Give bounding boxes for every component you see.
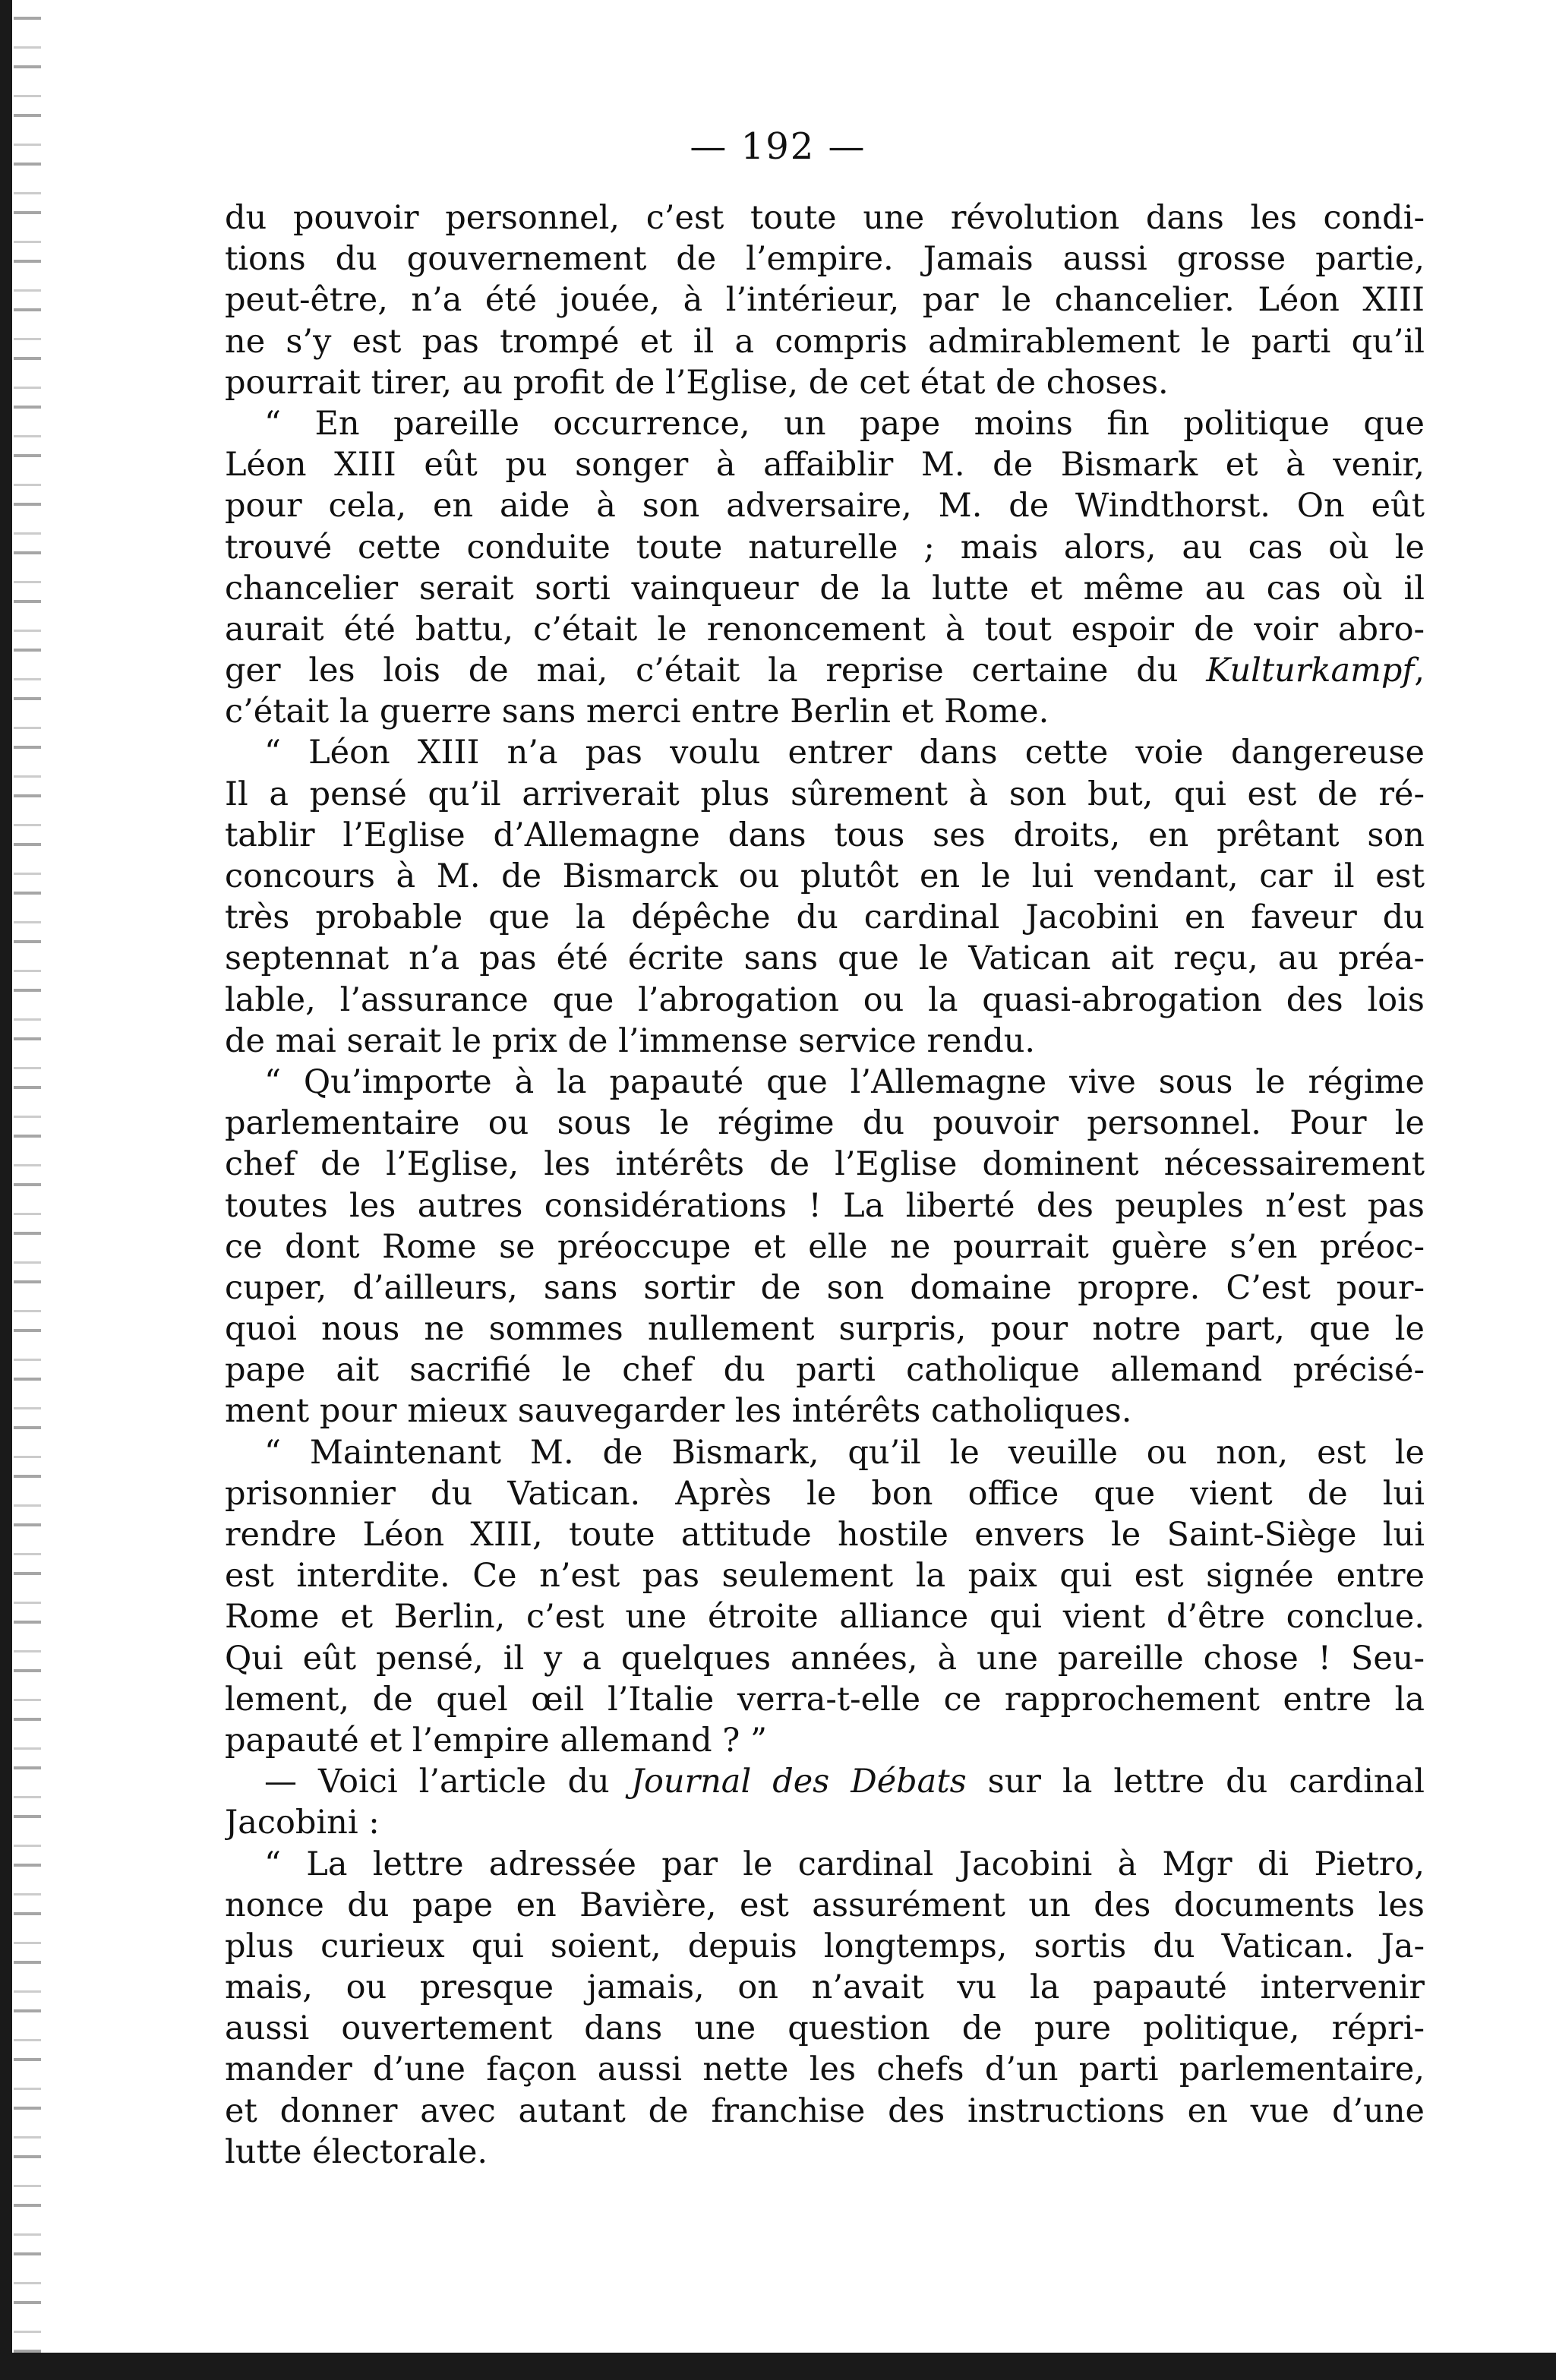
text-line: mander d’une façon aussi nette les chefs d’un parti parlementaire, (225, 2050, 1425, 2089)
text-line: de mai serait le prix de l’immense service rendu. (225, 1021, 1036, 1060)
text-line: chancelier serait sorti vainqueur de la lutte et même au cas où il (225, 569, 1425, 608)
text-line: peut-être, n’a été jouée, à l’intérieur, par le chancelier. Léon XIII (225, 281, 1425, 320)
text-line: lutte électorale. (225, 2132, 488, 2171)
text-line: très probable que la dépêche du cardinal Jacobini en faveur du (225, 898, 1425, 937)
text-line: concours à M. de Bismarck ou plutôt en le lui vendant, car il est (225, 857, 1425, 895)
text-line: lement, de quel œil l’Italie verra-t-elle ce rapprochement entre la (225, 1680, 1425, 1719)
text-line: aurait été battu, c’était le renoncement à tout espoir de voir abro- (225, 610, 1425, 649)
text-line: rendre Léon XIII, toute attitude hostile envers le Saint-Siège lui (225, 1516, 1425, 1554)
text-line: c’était la guerre sans merci entre Berlin et Rome. (225, 693, 1049, 731)
text-line: cuper, d’ailleurs, sans sortir de son domaine propre. C’est pour- (225, 1268, 1425, 1307)
text-line: Qui eût pensé, il y a quelques années, à une pareille chose ! Seu- (225, 1639, 1425, 1678)
text-line: Léon XIII eût pu songer à affaiblir M. de Bismark et à venir, (225, 446, 1425, 485)
text-line: Rome et Berlin, c’est une étroite alliance qui vient d’être conclue. (225, 1598, 1425, 1637)
text-line: Jacobini : (225, 1804, 380, 1842)
text-line: chef de l’Eglise, les intérêts de l’Eglise dominent nécessairement (225, 1145, 1425, 1184)
text-line: est interdite. Ce n’est pas seulement la paix qui est signée entre (225, 1557, 1425, 1596)
text-line: nonce du pape en Bavière, est assurément un des documents les (225, 1886, 1425, 1924)
text-line: ce dont Rome se préoccupe et elle ne pourrait guère s’en préoc- (225, 1227, 1425, 1266)
scan-bottom-edge (0, 2353, 1556, 2380)
text-line: mais, ou presque jamais, on n’avait vu la papauté intervenir (225, 1968, 1425, 2007)
text-line: “ Qu’importe à la papauté que l’Allemagne vive sous le régime (264, 1062, 1425, 1101)
text-line: papauté et l’empire allemand ? ” (225, 1721, 767, 1760)
text-line: plus curieux qui soient, depuis longtemps, sortis du Vatican. Ja- (225, 1927, 1425, 1965)
text-line: tions du gouvernement de l’empire. Jamais aussi grosse partie, (225, 240, 1425, 279)
italic-title: Journal des Débats (630, 1763, 967, 1801)
text-line: ne s’y est pas trompé et il a compris admirablement le parti qu’il (225, 322, 1425, 361)
text-line: du pouvoir personnel, c’est toute une révolution dans les condi- (225, 199, 1425, 237)
text-line: quoi nous ne sommes nullement surpris, pour notre part, que le (225, 1310, 1425, 1349)
text-line: pape ait sacrifié le chef du parti catholique allemand précisé- (225, 1351, 1425, 1390)
text-line: “ En pareille occurrence, un pape moins fin politique que (264, 404, 1425, 443)
text-line: aussi ouvertement dans une question de pure politique, répri- (225, 2009, 1425, 2048)
text-line: lable, l’assurance que l’abrogation ou la quasi-abrogation des lois (225, 980, 1425, 1019)
text-line: septennat n’a pas été écrite sans que le Vatican ait reçu, au préa- (225, 939, 1425, 978)
text-line: prisonnier du Vatican. Après le bon office que vient de lui (225, 1474, 1425, 1513)
binding-edge (0, 0, 12, 2380)
text-line: “ Maintenant M. de Bismark, qu’il le veuille ou non, est le (264, 1433, 1425, 1472)
text-line: ment pour mieux sauvegarder les intérêts catholiques. (225, 1392, 1132, 1431)
text-line: tablir l’Eglise d’Allemagne dans tous ses droits, en prêtant son (225, 816, 1425, 854)
page-number: — 192 — (690, 125, 866, 168)
text-line: Il a pensé qu’il arriverait plus sûrement à son but, qui est de ré- (225, 775, 1425, 813)
italic-title: Kulturkampf (1206, 652, 1415, 690)
text-line: trouvé cette conduite toute naturelle ; mais alors, au cas où le (225, 528, 1425, 567)
text-line: — Voici l’article du Journal des Débats sur la lettre du cardinal (264, 1763, 1425, 1801)
text-line: pourrait tirer, au profit de l’Eglise, de cet état de choses. (225, 363, 1169, 402)
text-line: pour cela, en aide à son adversaire, M. de Windthorst. On eût (225, 487, 1425, 526)
binding-shadow (14, 0, 41, 2380)
text-line: “ La lettre adressée par le cardinal Jacobini à Mgr di Pietro, (264, 1845, 1425, 1883)
text-line: et donner avec autant de franchise des instructions en vue d’une (225, 2091, 1425, 2130)
text-line: “ Léon XIII n’a pas voulu entrer dans cette voie dangereuse (264, 734, 1425, 772)
text-line: parlementaire ou sous le régime du pouvoir personnel. Pour le (225, 1104, 1425, 1143)
body-text (225, 197, 1425, 2173)
text-line: ger les lois de mai, c’était la reprise certaine du Kulturkampf, (225, 652, 1425, 690)
text-line: toutes les autres considérations ! La liberté des peuples n’est pas (225, 1186, 1425, 1225)
